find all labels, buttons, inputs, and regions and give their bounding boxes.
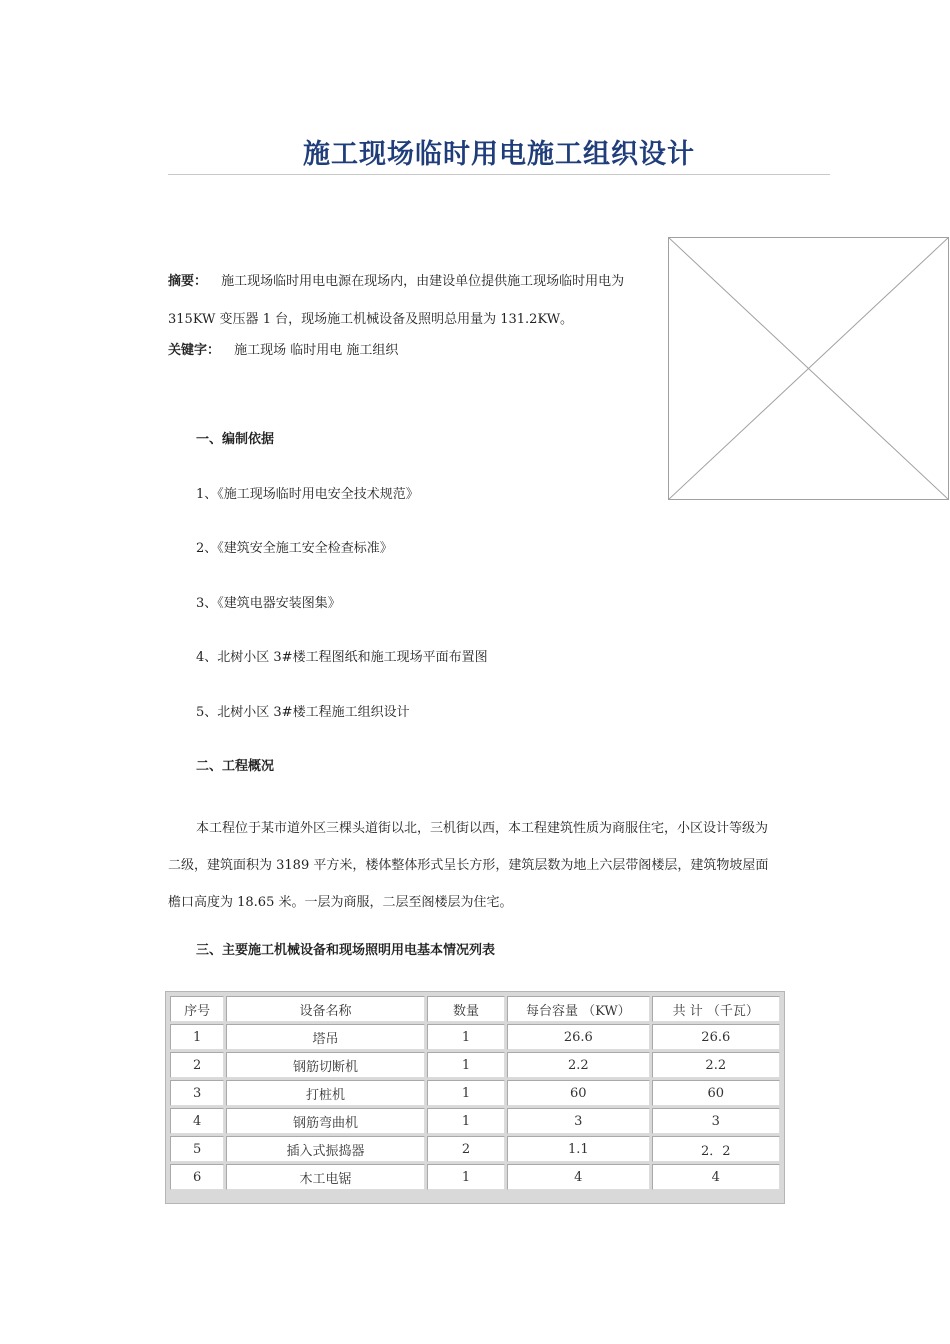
header-cell: 数量 [427, 996, 505, 1022]
reference-item-5: 5、北树小区 3#楼工程施工组织设计 [196, 705, 410, 720]
abstract-line-1 [168, 272, 624, 292]
abstract-text-2: 315KW 变压器 1 台，现场施工机械设备及照明总用量为 131.2KW。 [168, 312, 574, 327]
keywords-value: 施工现场 临时用电 施工组织 [234, 343, 399, 358]
section-heading-1: 一、编制依据 [196, 432, 275, 447]
table-cell: 1.1 [507, 1136, 649, 1162]
table-cell: 3 [652, 1108, 780, 1134]
table-row [170, 1108, 780, 1134]
project-overview-paragraph: 本工程位于某市道外区三棵头道街以北，三机街以西，本工程建筑性质为商服住宅，小区设计等级为二级，建筑面积为 3189 平方米，楼体整体形式呈长方形，建筑层数为地上六层带阁楼层，建筑物坡屋面檐口高度为 18.65 米。一层为商服，二层至阁楼层为住宅。 [168, 821, 769, 910]
table-cell: 60 [507, 1080, 649, 1106]
reference-item-2: 2、《建筑安全施工安全检查标准》 [196, 541, 393, 556]
table-cell: 60 [652, 1080, 780, 1106]
table-cell: 2.2 [507, 1052, 649, 1078]
table-cell: 6 [170, 1164, 224, 1190]
table-cell: 1 [427, 1080, 505, 1106]
table-cell: 钢筋弯曲机 [226, 1108, 425, 1134]
equipment-table [165, 991, 785, 1204]
table-cell: 木工电锯 [226, 1164, 425, 1190]
table-cell: 1 [427, 1052, 505, 1078]
section-heading-2: 二、工程概况 [196, 759, 275, 774]
table-cell: 1 [427, 1024, 505, 1050]
table-row [170, 1052, 780, 1078]
header-cell: 每台容量 （KW） [507, 996, 649, 1022]
table-cell: 1 [170, 1024, 224, 1050]
header-cell: 序号 [170, 996, 224, 1022]
keywords-line [168, 341, 398, 361]
table-cell: 2 [427, 1136, 505, 1162]
table-cell: 1 [427, 1108, 505, 1134]
header-cell: 共 计 （千瓦） [652, 996, 780, 1022]
keywords-label: 关键字： [168, 343, 221, 358]
table-cell: 塔吊 [226, 1024, 425, 1050]
table-row [170, 1164, 780, 1190]
table-cell: 1 [427, 1164, 505, 1190]
table-cell: 26.6 [507, 1024, 649, 1050]
table-cell: 钢筋切断机 [226, 1052, 425, 1078]
table-cell: 2.2 [652, 1052, 780, 1078]
table-row [170, 1136, 780, 1162]
table-cell: 26.6 [652, 1024, 780, 1050]
table-header-row [170, 996, 780, 1022]
table-cell: 3 [507, 1108, 649, 1134]
page-title: 施工现场临时用电施工组织设计 [303, 139, 695, 170]
table-cell: 5 [170, 1136, 224, 1162]
table-cell: 打桩机 [226, 1080, 425, 1106]
abstract-label: 摘要： [168, 274, 208, 289]
table-row [170, 1080, 780, 1106]
title-divider [168, 174, 830, 175]
table-cell: 4 [170, 1108, 224, 1134]
table-cell: 2 [170, 1052, 224, 1078]
section-heading-3: 三、主要施工机械设备和现场照明用电基本情况列表 [196, 943, 496, 958]
table-cell: 4 [507, 1164, 649, 1190]
table-cell: 4 [652, 1164, 780, 1190]
reference-item-3: 3、《建筑电器安装图集》 [196, 596, 341, 611]
reference-item-1: 1、《施工现场临时用电安全技术规范》 [196, 487, 419, 502]
reference-item-4: 4、北树小区 3#楼工程图纸和施工现场平面布置图 [196, 650, 488, 665]
table-row [170, 1024, 780, 1050]
table-cell: 插入式振捣器 [226, 1136, 425, 1162]
image-placeholder [668, 237, 949, 500]
table-cell: 2．2 [652, 1136, 780, 1162]
table-cell: 3 [170, 1080, 224, 1106]
header-cell: 设备名称 [226, 996, 425, 1022]
abstract-text-1: 施工现场临时用电电源在现场内，由建设单位提供施工现场临时用电为 [221, 274, 625, 289]
